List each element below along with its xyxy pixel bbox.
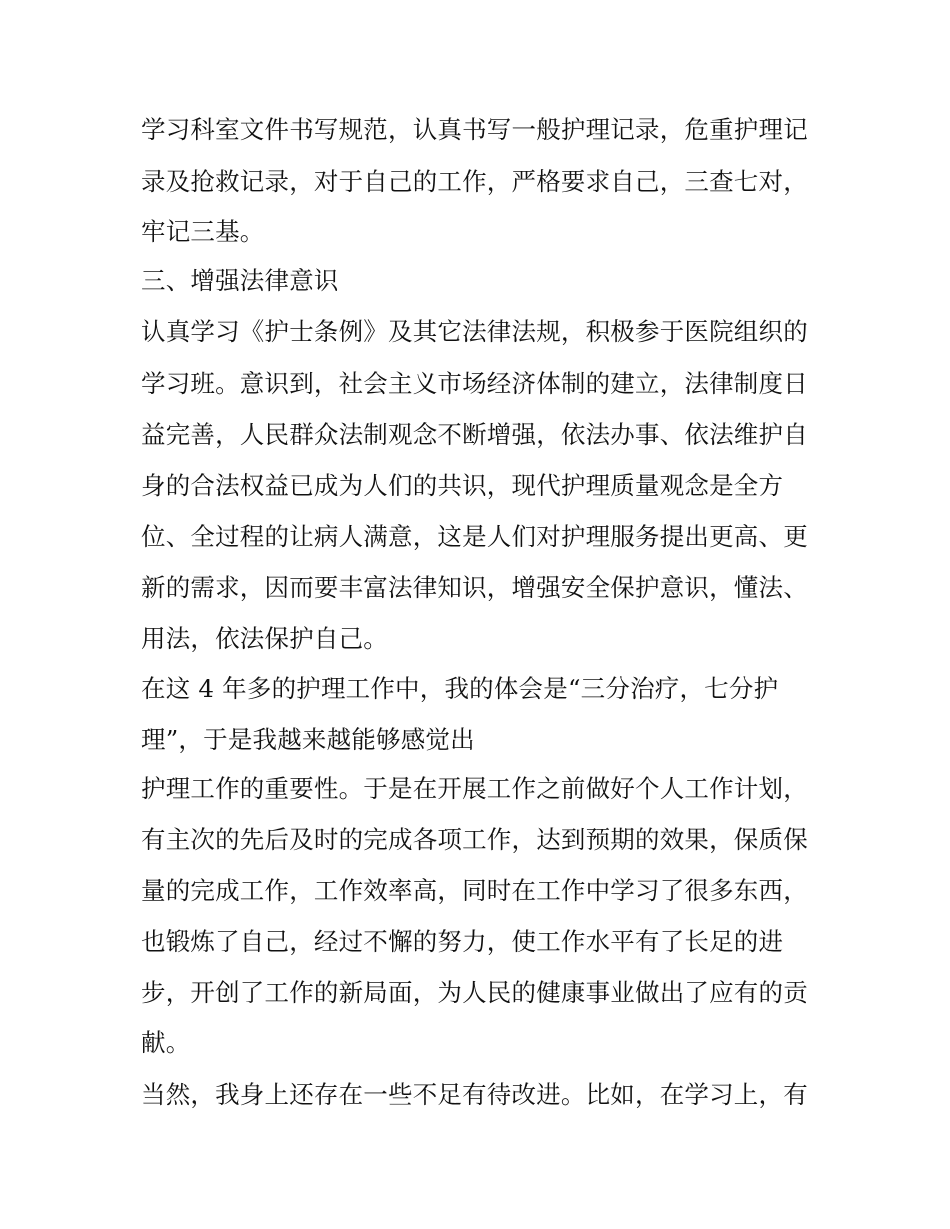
text-line-1: 学习科室文件书写规范，认真书写一般护理记录，危重护理记 <box>141 115 808 144</box>
text-line-8: 身的合法权益已成为人们的共识，现代护理质量观念是全方 <box>141 471 784 500</box>
text-line-12: 在这 4 年多的护理工作中，我的体会是“三分治疗，七分护 <box>141 674 779 703</box>
text-line-16: 量的完成工作，工作效率高，同时在工作中学习了很多东西， <box>141 876 808 905</box>
text-line-14: 护理工作的重要性。于是在开展工作之前做好个人工作计划， <box>141 774 808 803</box>
text-line-11: 用法，依法保护自己。 <box>141 624 388 653</box>
text-line-2: 录及抢救记录，对于自己的工作，严格要求自己，三查七对， <box>141 167 808 196</box>
text-line-6: 学习班。意识到，社会主义市场经济体制的建立，法律制度日 <box>141 369 808 398</box>
text-line-10: 新的需求，因而要丰富法律知识，增强安全保护意识，懂法、 <box>141 573 808 602</box>
text-line-7: 益完善，人民群众法制观念不断增强，依法办事、依法维护自 <box>141 420 808 449</box>
section-heading: 三、增强法律意识 <box>141 266 339 295</box>
text-line-3: 牢记三基。 <box>141 217 265 246</box>
text-line-18: 步，开创了工作的新局面，为人民的健康事业做出了应有的贡 <box>141 978 808 1007</box>
text-line-15: 有主次的先后及时的完成各项工作，达到预期的效果，保质保 <box>141 825 808 854</box>
text-line-17: 也锻炼了自己，经过不懈的努力，使工作水平有了长足的进 <box>141 927 784 956</box>
text-line-5: 认真学习《护士条例》及其它法律法规，积极参于医院组织的 <box>141 317 808 346</box>
text-line-20: 当然，我身上还存在一些不足有待改进。比如，在学习上，有 <box>141 1080 808 1109</box>
text-line-19: 献。 <box>141 1028 191 1057</box>
text-line-13: 理”，于是我越来越能够感觉出 <box>141 725 475 754</box>
text-line-9: 位、全过程的让病人满意，这是人们对护理服务提出更高、更 <box>141 522 808 551</box>
